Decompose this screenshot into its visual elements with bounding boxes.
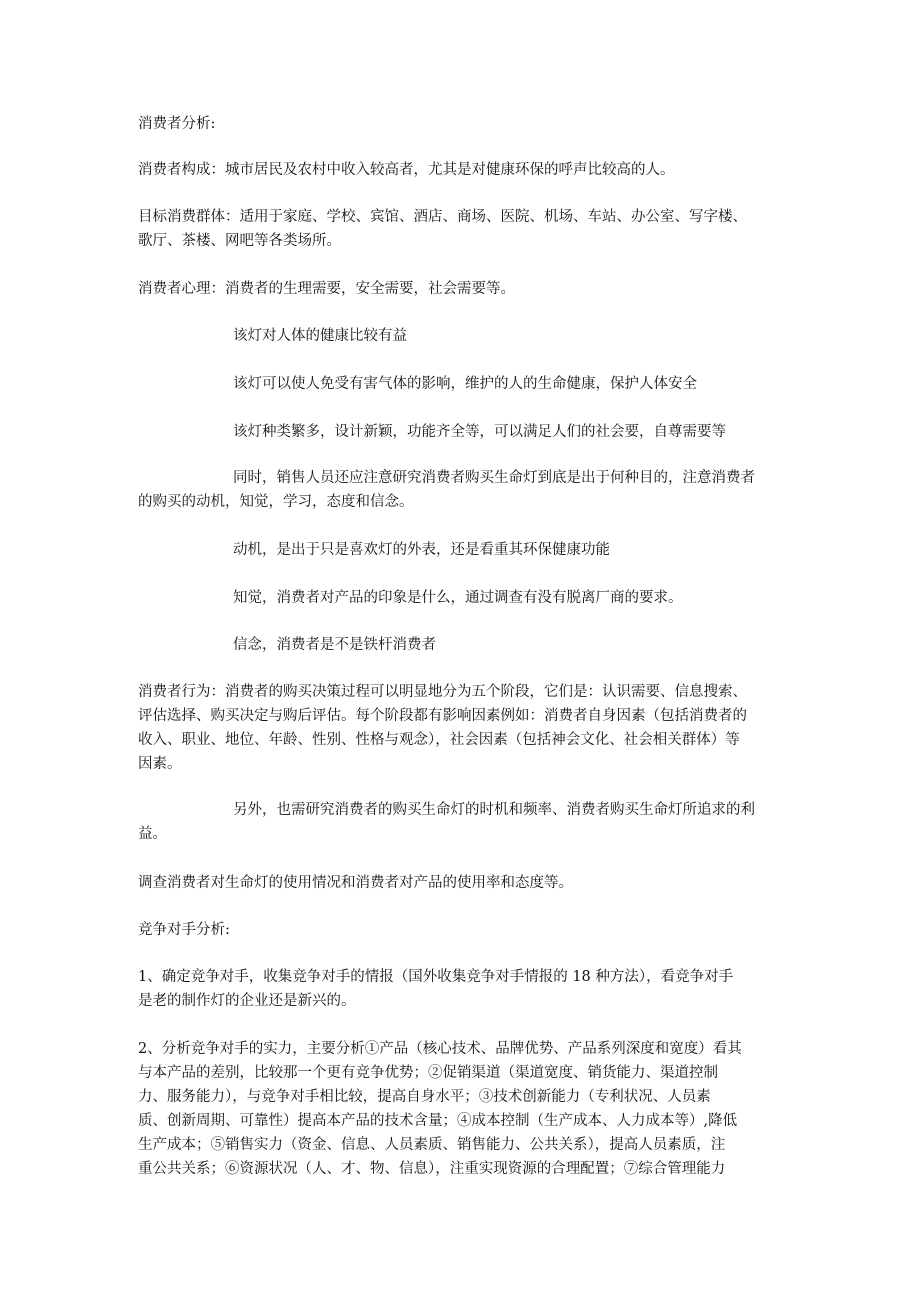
also-research-paragraph xyxy=(138,798,788,846)
text-line: 重公共关系；⑥资源状况（人、才、物、信息），注重实现资源的合理配置；⑦综合管理能力 xyxy=(138,1161,726,1177)
consumer-behavior-paragraph xyxy=(138,680,788,776)
text-line: 是老的制作灯的企业还是新兴的。 xyxy=(138,993,356,1009)
text-line: 因素。 xyxy=(138,756,182,772)
text-line: 的购买的动机，知觉，学习，态度和信念。 xyxy=(138,494,414,510)
consumer-psychology: 消费者心理：消费者的生理需要，安全需要，社会需要等。 xyxy=(138,281,515,297)
text-line: 与本产品的差别，比较那一个更有竞争优势；②促销渠道（渠道宽度、销货能力、渠道控制 xyxy=(138,1065,718,1081)
psychology-point: 该灯可以使人免受有害气体的影响，维护的人的生命健康，保护人体安全 xyxy=(233,376,697,392)
text-line: 益。 xyxy=(138,826,167,842)
competitor-item-1 xyxy=(138,965,788,1013)
text-line: 同时，销售人员还应注意研究消费者购买生命灯到底是出于何种目的，注意消费者 xyxy=(233,470,755,486)
psychology-point: 该灯种类繁多，设计新颖，功能齐全等，可以满足人们的社会要，自尊需要等 xyxy=(233,424,726,440)
psychology-point: 该灯对人体的健康比较有益 xyxy=(233,328,407,344)
competitor-analysis-heading: 竞争对手分析: xyxy=(138,922,230,938)
text-line: 评估选择、购买决定与购后评估。每个阶段都有影响因素例如：消费者自身因素（包括消费者的 xyxy=(138,708,747,724)
text-line: 2、分析竞争对手的实力，主要分析①产品（核心技术、品牌优势、产品系列深度和宽度）看其 xyxy=(138,1041,742,1057)
text-line: 歌厅、茶楼、网吧等各类场所。 xyxy=(138,233,341,249)
text-line: 收入、职业、地位、年龄、性别、性格与观念），社会因素（包括神会文化、社会相关群体）等 xyxy=(138,732,740,748)
survey-paragraph: 调查消费者对生命灯的使用情况和消费者对产品的使用率和态度等。 xyxy=(138,875,573,891)
text-line: 力、服务能力），与竞争对手相比较，提高自身水平；③技术创新能力（专利状况、人员素 xyxy=(138,1089,711,1105)
competitor-item-2 xyxy=(138,1037,788,1181)
text-line: 消费者行为：消费者的购买决策过程可以明显地分为五个阶段，它们是：认识需要、信息搜索、 xyxy=(138,684,747,700)
consumer-composition: 消费者构成：城市居民及农村中收入较高者，尤其是对健康环保的呼声比较高的人。 xyxy=(138,162,675,178)
motive-point: 知觉，消费者对产品的印象是什么，通过调查有没有脱离厂商的要求。 xyxy=(233,590,683,606)
text-line: 1、确定竞争对手，收集竞争对手的情报（国外收集竞争对手情报的 18 种方法），看竞争对手 xyxy=(138,969,734,985)
sales-attention-paragraph xyxy=(138,466,788,514)
text-line: 另外，也需研究消费者的购买生命灯的时机和频率、消费者购买生命灯所追求的利 xyxy=(233,802,755,818)
text-line: 生产成本；⑤销售实力（资金、信息、人员素质、销售能力、公共关系），提高人员素质，注 xyxy=(138,1137,726,1153)
text-line: 目标消费群体：适用于家庭、学校、宾馆、酒店、商场、医院、机场、车站、办公室、写字楼、 xyxy=(138,209,747,225)
consumer-analysis-heading: 消费者分析: xyxy=(138,116,216,132)
target-consumer-group xyxy=(138,205,788,253)
text-line: 质、创新周期、可靠性）提高本产品的技术含量；④成本控制（生产成本、人力成本等）,降低 xyxy=(138,1113,738,1129)
motive-point: 信念，消费者是不是铁杆消费者 xyxy=(233,637,436,653)
motive-point: 动机，是出于只是喜欢灯的外表，还是看重其环保健康功能 xyxy=(233,542,610,558)
